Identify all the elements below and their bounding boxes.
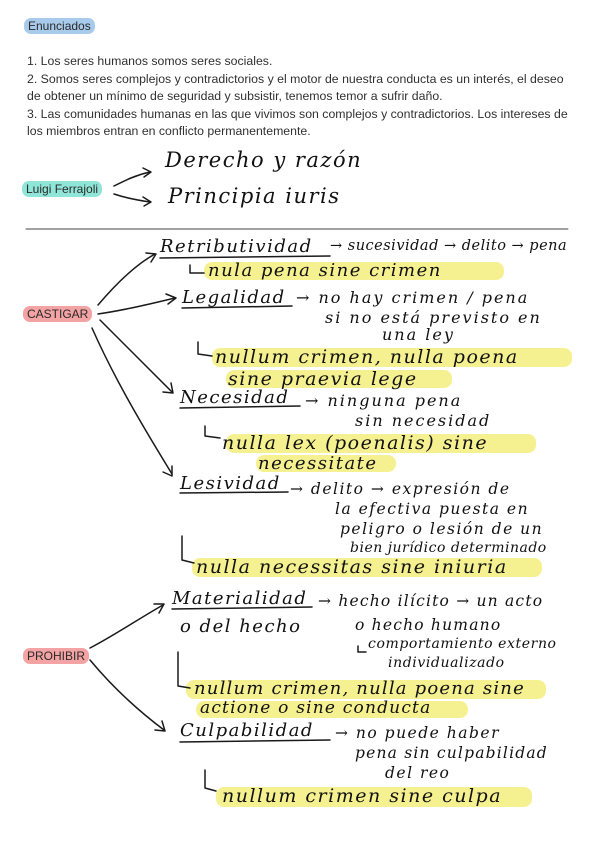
lesividad-maxim: nulla necessitas sine iniuria xyxy=(196,556,508,578)
materialidad-maxim-1: nullum crimen, nulla poena sine xyxy=(194,678,525,699)
materialidad-title: Materialidad xyxy=(172,588,308,609)
retributividad-title: Retributividad xyxy=(160,236,313,257)
materialidad-desc-3: comportamiento externo xyxy=(368,636,557,652)
retributividad-chain: → sucesividad → delito → pena xyxy=(330,238,568,254)
ferrajoli-branch-2: Principia iuris xyxy=(168,184,341,208)
necesidad-maxim-1: nulla lex (poenalis) sine xyxy=(222,432,489,454)
castigar-label: CASTIGAR xyxy=(23,306,92,322)
materialidad-desc-1: → hecho ilícito → un acto xyxy=(318,592,544,610)
culpabilidad-desc-3: del reo xyxy=(385,764,451,782)
materialidad-maxim-2: actione o sine conducta xyxy=(200,698,432,718)
culpabilidad-desc-2: pena sin culpabilidad xyxy=(355,744,548,762)
legalidad-maxim-2: sine praevia lege xyxy=(228,368,418,390)
statement-2: 2. Somos seres complejos y contradictorios y el motor de nuestra conducta es un interés, el deseo de obtener un mínimo de seguridad y subsistir, tenemos temor a sufrir daño. xyxy=(27,71,564,103)
legalidad-title: Legalidad xyxy=(182,287,286,308)
materialidad-sub: o del hecho xyxy=(180,616,302,637)
legalidad-desc-1: → no hay crimen / pena xyxy=(296,288,530,307)
legalidad-desc-3: una ley xyxy=(382,325,455,344)
lesividad-desc-3: peligro o lesión de un xyxy=(340,520,544,538)
retributividad-maxim: nula pena sine crimen xyxy=(208,260,442,281)
lesividad-desc-4: bien jurídico determinado xyxy=(350,540,547,556)
materialidad-desc-2: o hecho humano xyxy=(355,616,502,634)
ferrajoli-label: Luigi Ferrajoli xyxy=(22,181,102,197)
ferrajoli-branch-1: Derecho y razón xyxy=(165,148,363,172)
necesidad-desc-1: → ninguna pena xyxy=(305,391,463,410)
lesividad-desc-1: → delito → expresión de xyxy=(290,480,511,498)
lesividad-desc-2: la efectiva puesta en xyxy=(335,500,530,518)
culpabilidad-maxim: nullum crimen sine culpa xyxy=(222,785,503,807)
necesidad-desc-2: sin necesidad xyxy=(355,411,492,430)
statement-3: 3. Las comunidades humanas en las que vivimos son complejos y contradictorios. Los intereses de los miembros entran en conflicto permanentemente. xyxy=(27,106,568,138)
necesidad-title: Necesidad xyxy=(180,387,290,408)
legalidad-maxim-1: nullum crimen, nulla poena xyxy=(215,346,519,368)
header-label: Enunciados xyxy=(24,18,95,34)
statement-1: 1. Los seres humanos somos seres sociales. xyxy=(27,54,273,68)
materialidad-desc-4: individualizado xyxy=(388,655,505,671)
culpabilidad-desc-1: → no puede haber xyxy=(335,724,500,742)
culpabilidad-title: Culpabilidad xyxy=(180,720,314,741)
legalidad-desc-2: si no está previsto en xyxy=(325,308,542,327)
lesividad-title: Lesividad xyxy=(180,473,281,494)
prohibir-label: PROHIBIR xyxy=(23,648,89,664)
necesidad-maxim-2: necessitate xyxy=(258,453,378,474)
